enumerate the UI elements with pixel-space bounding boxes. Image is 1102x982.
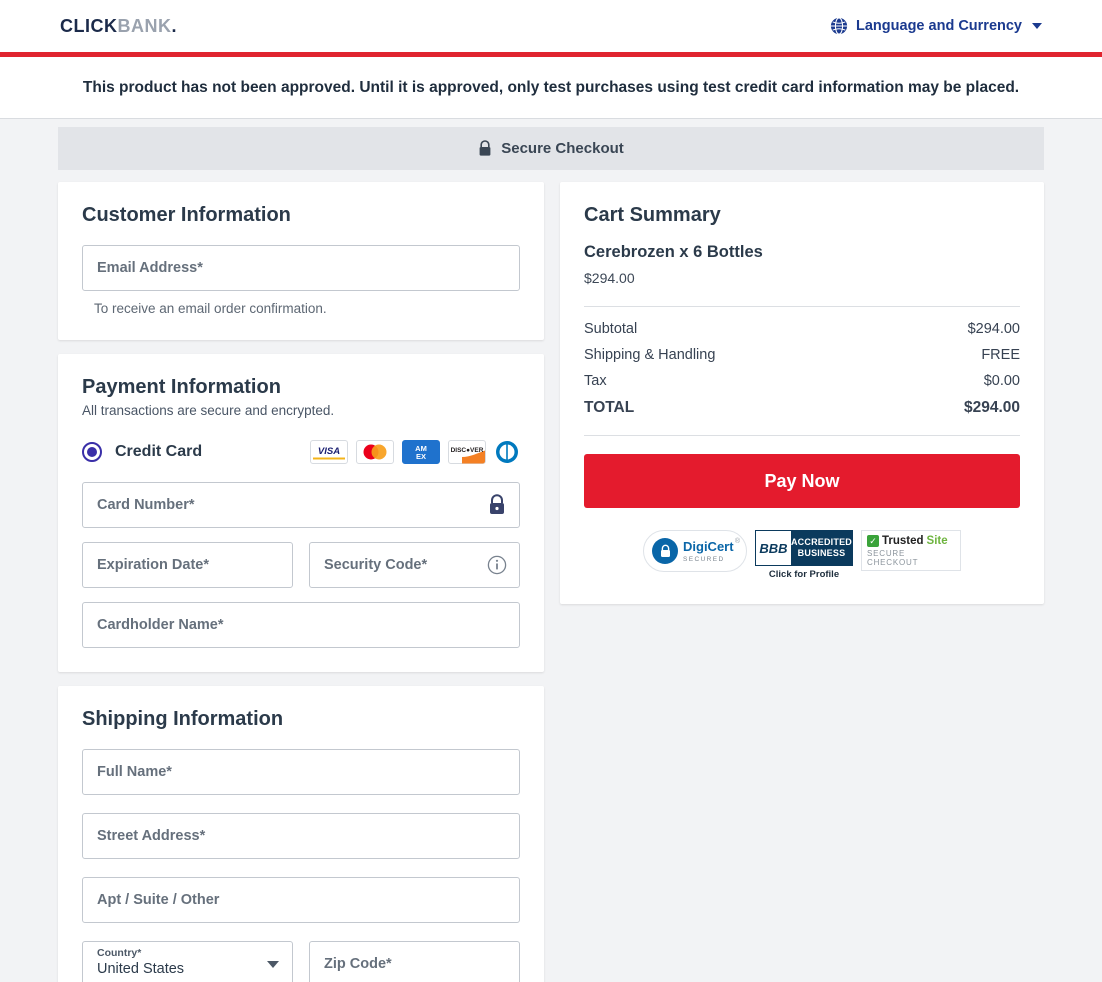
cart-summary-card: [560, 182, 1044, 604]
language-label: Language and Currency: [856, 18, 1022, 34]
banner-text: This product has not been approved. Until it is approved, only test purchases using test credit card information may be placed.: [82, 78, 1020, 96]
summary-line-total: [584, 399, 1020, 417]
bbb-line-2: BUSINESS: [797, 548, 846, 558]
credit-card-method-row[interactable]: [82, 440, 520, 464]
zip-code-field[interactable]: [309, 941, 520, 982]
info-icon[interactable]: [487, 555, 507, 575]
accepted-card-icons: [310, 440, 520, 464]
street-address-placeholder: Street Address*: [97, 828, 206, 844]
logo-text-click: CLICK: [60, 15, 118, 36]
summary-line-shipping: [584, 347, 1020, 363]
email-placeholder: Email Address*: [97, 260, 203, 276]
visa-icon: [310, 440, 348, 464]
payment-information-card: [58, 354, 544, 672]
product-name: Cerebrozen x 6 Bottles: [584, 243, 763, 261]
security-code-placeholder: Security Code*: [324, 557, 428, 573]
payment-information-title: Payment Information: [82, 376, 281, 398]
diners-club-icon: [494, 440, 520, 464]
svg-text:DISC●VER: DISC●VER: [450, 447, 484, 454]
trustedsite-word-2: Site: [926, 535, 948, 547]
shipping-information-title: Shipping Information: [82, 708, 284, 730]
svg-text:AM: AM: [415, 444, 427, 453]
lock-icon: [487, 494, 507, 516]
secure-checkout-label: Secure Checkout: [501, 140, 624, 157]
discover-icon: [448, 440, 486, 464]
product-price: $294.00: [584, 270, 635, 286]
svg-text:VISA: VISA: [317, 446, 341, 457]
expiration-date-placeholder: Expiration Date*: [97, 557, 209, 573]
credit-card-radio[interactable]: [82, 442, 102, 462]
payment-subtitle: All transactions are secure and encrypted.: [82, 403, 335, 418]
summary-line-subtotal: [584, 321, 1020, 337]
secure-checkout-bar: [58, 127, 1044, 170]
bbb-badge[interactable]: [755, 530, 853, 580]
total-label: TOTAL: [584, 399, 635, 416]
trustedsite-word-1: Trusted: [882, 535, 924, 547]
cart-summary-column: [560, 182, 1044, 618]
logo-text-dot: .: [171, 15, 178, 36]
digicert-name: DigiCert: [683, 538, 734, 554]
shipping-value: FREE: [981, 347, 1020, 363]
svg-text:EX: EX: [415, 452, 427, 461]
street-address-field[interactable]: [82, 813, 520, 859]
bbb-caption: Click for Profile: [768, 569, 840, 580]
country-value: United States: [97, 961, 185, 977]
chevron-down-icon: [267, 961, 279, 968]
digicert-badge[interactable]: [643, 530, 747, 572]
logo-text-bank: BANK: [117, 15, 172, 36]
email-helper-text: To receive an email order confirmation.: [94, 301, 327, 316]
cart-summary-title: Cart Summary: [584, 204, 721, 226]
checkout-content: [0, 119, 1102, 982]
summary-divider: [584, 306, 1020, 307]
chevron-down-icon: [1032, 23, 1042, 29]
apt-suite-placeholder: Apt / Suite / Other: [97, 892, 220, 908]
mastercard-icon: [356, 440, 394, 464]
shipping-information-card: [58, 686, 544, 982]
expiration-date-field[interactable]: [82, 542, 293, 588]
card-number-field[interactable]: [82, 482, 520, 528]
tax-label: Tax: [584, 373, 607, 389]
trustedsite-subtext: SECURE CHECKOUT: [867, 549, 919, 567]
shipping-label: Shipping & Handling: [584, 347, 716, 363]
amex-icon: [402, 440, 440, 464]
country-label: Country*: [97, 947, 142, 959]
lock-icon: [478, 140, 492, 157]
tax-value: $0.00: [983, 373, 1020, 389]
pay-divider: [584, 435, 1020, 436]
trustedsite-badge[interactable]: [861, 530, 961, 571]
checkout-forms-column: [58, 182, 544, 982]
approval-warning-banner: [0, 57, 1102, 119]
lock-icon: [652, 538, 678, 564]
full-name-field[interactable]: [82, 749, 520, 795]
globe-icon: [830, 17, 848, 35]
language-and-currency-selector[interactable]: [830, 17, 1042, 35]
apt-suite-field[interactable]: [82, 877, 520, 923]
full-name-placeholder: Full Name*: [97, 764, 172, 780]
cardholder-name-placeholder: Cardholder Name*: [97, 617, 224, 633]
digicert-subtext: SECURED: [683, 555, 725, 563]
total-value: $294.00: [963, 399, 1020, 416]
summary-line-tax: [584, 373, 1020, 389]
subtotal-value: $294.00: [967, 321, 1020, 337]
card-number-placeholder: Card Number*: [97, 497, 195, 513]
security-code-field[interactable]: [309, 542, 520, 588]
clickbank-logo[interactable]: [60, 16, 177, 37]
customer-information-card: [58, 182, 544, 340]
trust-badges: [584, 530, 1020, 580]
digicert-registered-mark: ®: [734, 538, 740, 545]
email-field[interactable]: [82, 245, 520, 291]
country-select[interactable]: [82, 941, 293, 982]
bbb-line-1: ACCREDITED: [790, 537, 852, 547]
customer-information-title: Customer Information: [82, 204, 291, 226]
check-icon: ✓: [867, 535, 879, 547]
credit-card-label: Credit Card: [115, 443, 203, 460]
zip-code-placeholder: Zip Code*: [324, 956, 392, 972]
cardholder-name-field[interactable]: [82, 602, 520, 648]
site-header: [0, 0, 1102, 52]
pay-now-button[interactable]: Pay Now: [584, 454, 1020, 508]
bbb-mark: BBB: [759, 540, 788, 556]
subtotal-label: Subtotal: [584, 321, 638, 337]
